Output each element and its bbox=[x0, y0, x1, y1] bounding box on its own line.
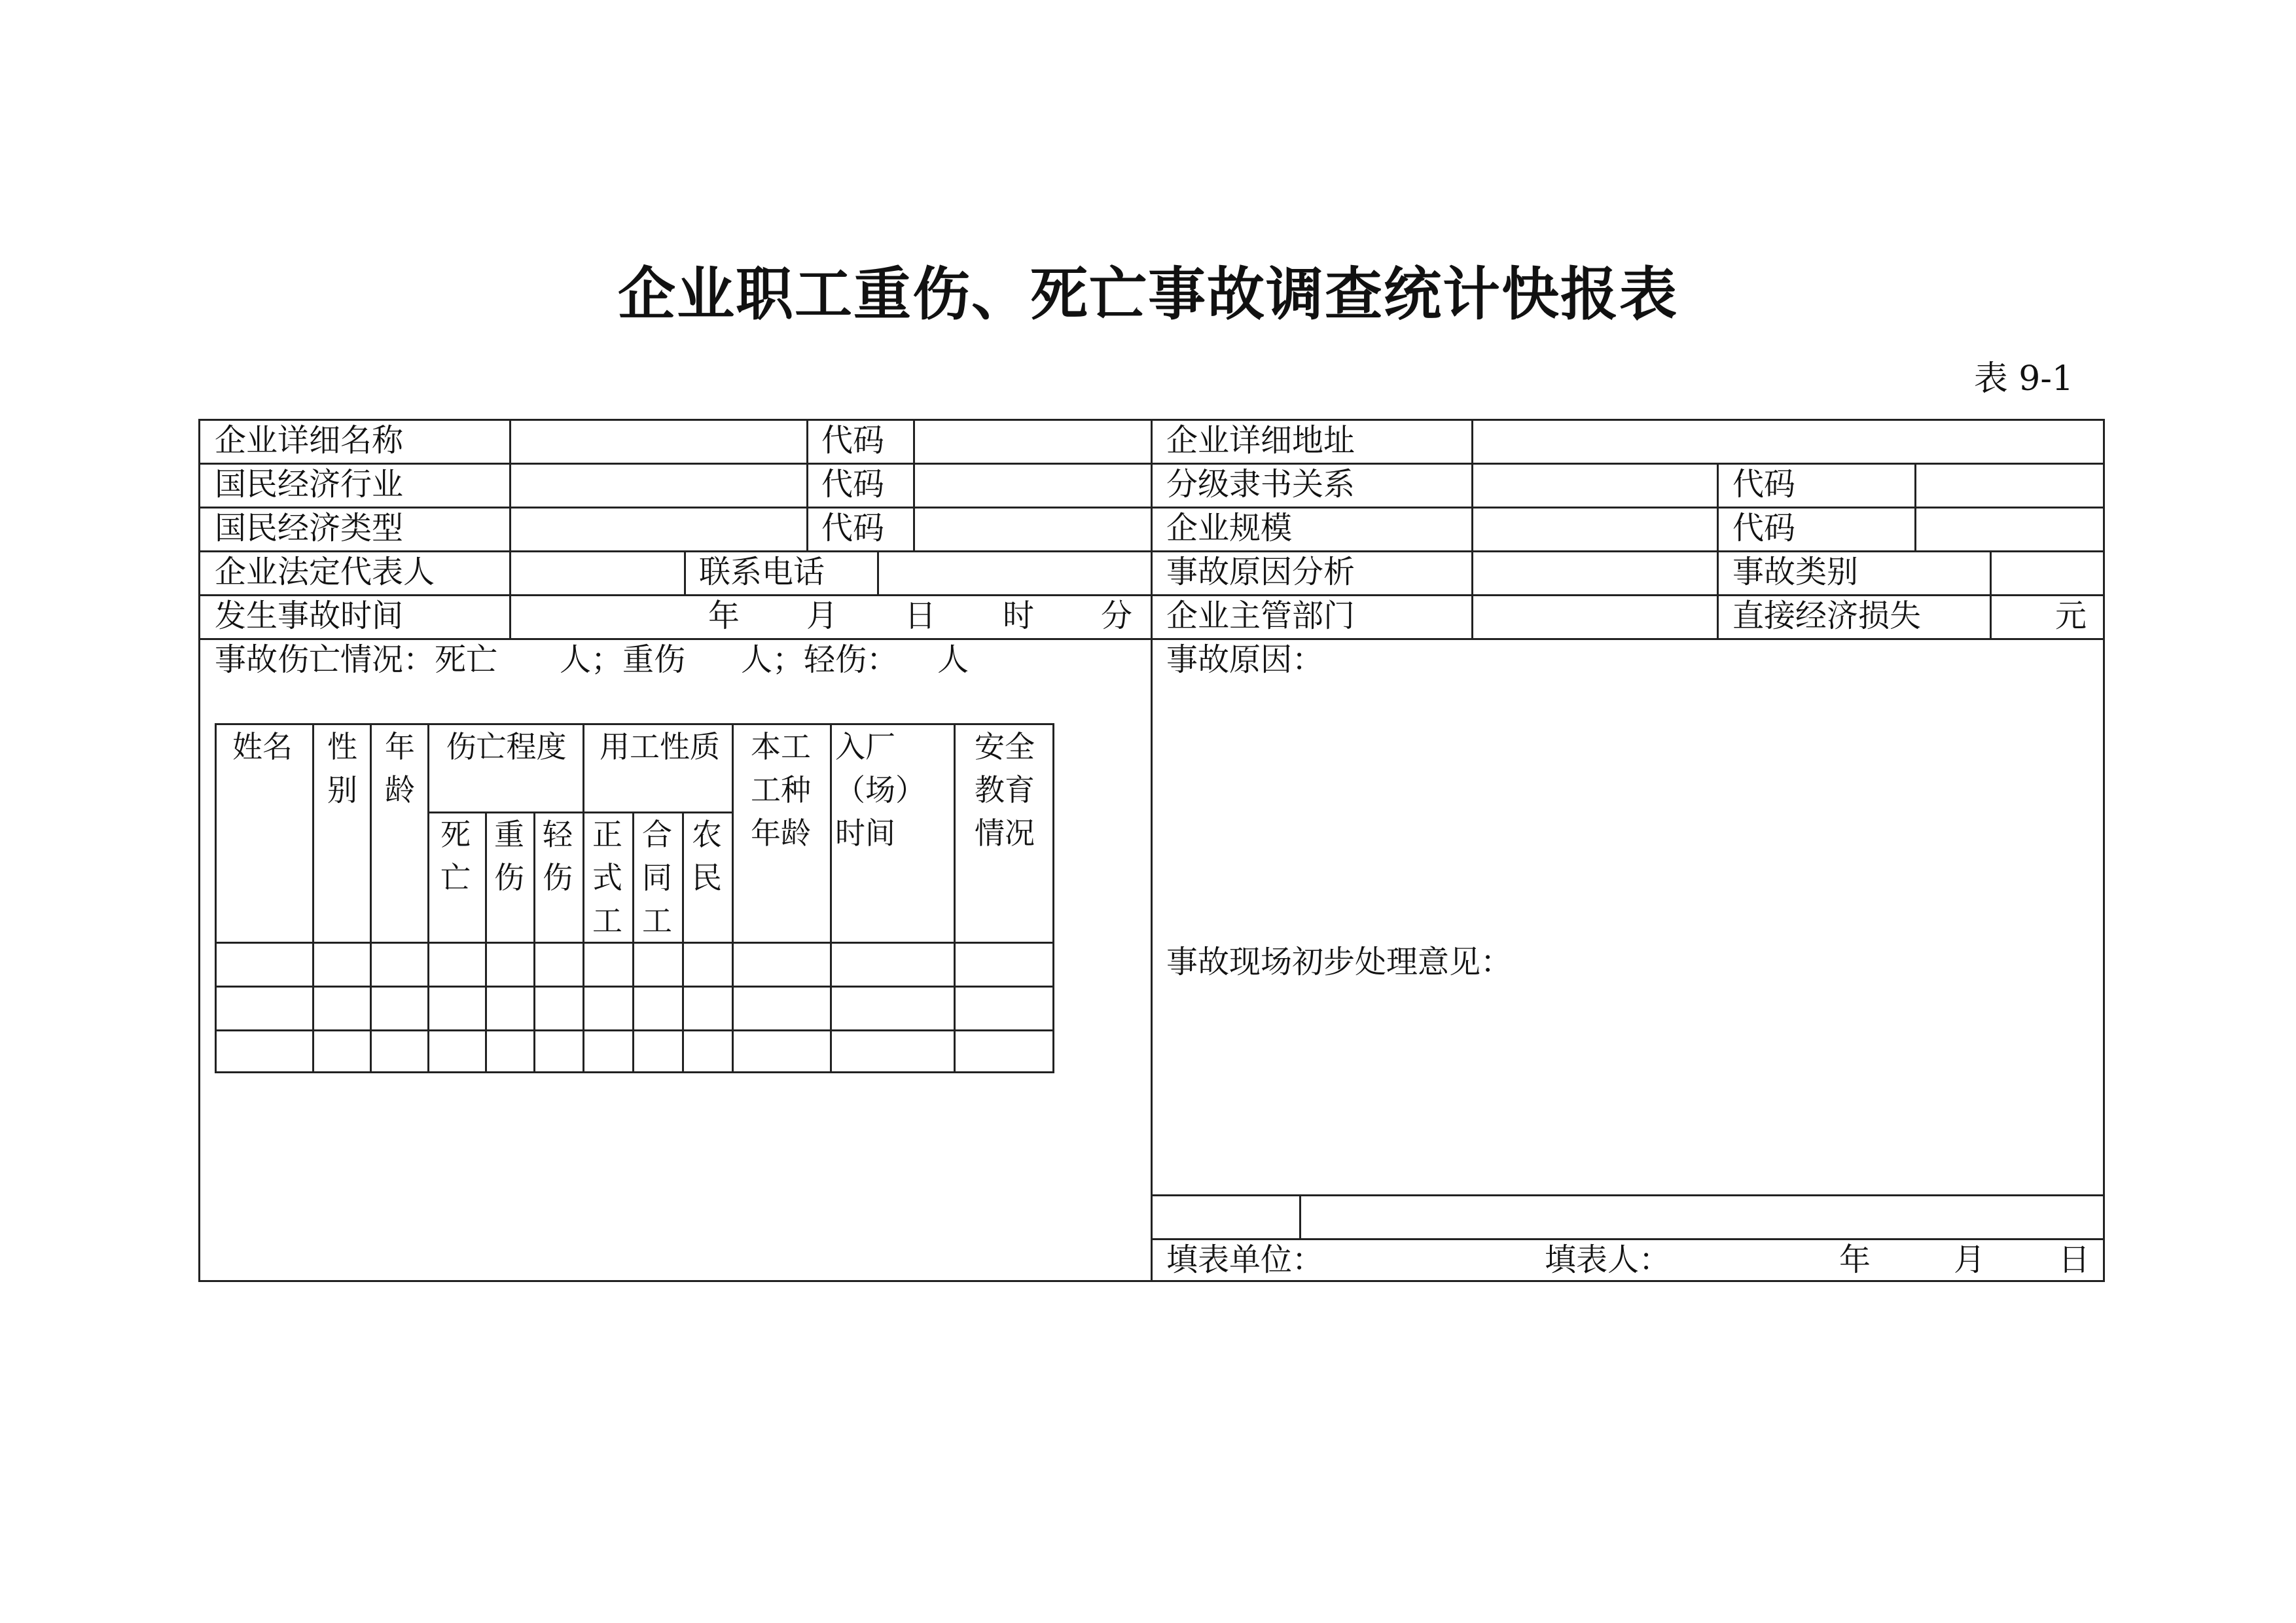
legal-representative-label: 企业法定代表人 bbox=[215, 554, 435, 590]
header-farmer: 农民 bbox=[692, 817, 722, 895]
header-seniority: 本工工种年龄 bbox=[751, 729, 811, 851]
enterprise-name-label: 企业详细名称 bbox=[215, 422, 404, 459]
col-divider bbox=[509, 419, 511, 638]
col-divider bbox=[1914, 463, 1916, 550]
code-label: 代码 bbox=[1732, 466, 1796, 503]
industry-label: 国民经济行业 bbox=[215, 466, 404, 503]
footer-year: 年 bbox=[1839, 1241, 1871, 1278]
form-title: 企业职工重伤、死亡事故调查统计快报表 bbox=[617, 260, 1678, 328]
direct-loss-label: 直接经济损失 bbox=[1732, 597, 1922, 634]
cause-analysis-label: 事故原因分析 bbox=[1166, 554, 1355, 590]
row-divider bbox=[1151, 1194, 2105, 1196]
casualty-minor: 人；轻伤： bbox=[741, 641, 899, 678]
col-divider bbox=[877, 550, 879, 594]
header-employment: 用工性质 bbox=[600, 729, 720, 764]
table-line bbox=[732, 723, 734, 1073]
table-line bbox=[682, 812, 684, 1073]
header-entry-time: 入厂（场）时间 bbox=[835, 729, 925, 851]
col-divider bbox=[1471, 419, 1473, 638]
header-age: 年龄 bbox=[385, 729, 415, 808]
table-line bbox=[830, 723, 832, 1073]
affiliation-label: 分级隶书关系 bbox=[1166, 466, 1355, 503]
code-label: 代码 bbox=[821, 422, 885, 459]
economy-type-label: 国民经济类型 bbox=[215, 510, 404, 546]
table-line bbox=[485, 812, 487, 1073]
casualty-serious: 人；重伤 bbox=[560, 641, 686, 678]
table-line bbox=[215, 1029, 1054, 1031]
code-label: 代码 bbox=[821, 510, 885, 546]
year-label: 年 bbox=[708, 597, 740, 634]
col-divider bbox=[684, 550, 686, 594]
header-contract: 合同工 bbox=[642, 817, 672, 938]
day-label: 日 bbox=[905, 597, 937, 634]
code-label: 代码 bbox=[821, 466, 885, 503]
col-divider bbox=[1717, 463, 1719, 638]
header-injury-degree: 伤亡程度 bbox=[446, 729, 567, 764]
table-line bbox=[215, 942, 1054, 944]
table-line bbox=[312, 723, 314, 1073]
col-divider bbox=[1299, 1194, 1301, 1238]
accident-cause-label: 事故原因： bbox=[1166, 641, 1324, 678]
table-line bbox=[427, 812, 732, 813]
header-minor: 轻伤 bbox=[543, 817, 573, 895]
casualty-prefix: 事故伤亡情况：死亡 bbox=[215, 641, 498, 678]
enterprise-address-label: 企业详细地址 bbox=[1166, 422, 1355, 459]
table-line bbox=[954, 723, 956, 1073]
header-death: 死亡 bbox=[440, 817, 471, 895]
enterprise-scale-label: 企业规模 bbox=[1166, 510, 1293, 546]
table-line bbox=[370, 723, 372, 1073]
table-line bbox=[427, 723, 429, 1073]
accident-time-label: 发生事故时间 bbox=[215, 597, 404, 634]
header-sex: 性别 bbox=[327, 729, 357, 808]
footer-month: 月 bbox=[1954, 1241, 1986, 1278]
yuan-unit: 元 bbox=[2055, 597, 2087, 634]
table-line bbox=[632, 812, 634, 1073]
header-serious: 重伤 bbox=[494, 817, 524, 895]
col-divider bbox=[1990, 550, 1992, 638]
month-label: 月 bbox=[806, 597, 838, 634]
table-line bbox=[583, 723, 584, 1073]
table-number: 表 9-1 bbox=[1973, 359, 2073, 399]
onsite-handling-label: 事故现场初步处理意见： bbox=[1166, 944, 1513, 980]
accident-category-label: 事故类别 bbox=[1732, 554, 1859, 590]
table-line bbox=[533, 812, 535, 1073]
code-label: 代码 bbox=[1732, 510, 1796, 546]
casualty-end: 人 bbox=[937, 641, 969, 678]
phone-label: 联系电话 bbox=[699, 554, 825, 590]
supervising-dept-label: 企业主管部门 bbox=[1166, 597, 1355, 634]
filling-unit-label: 填表单位： bbox=[1166, 1241, 1324, 1278]
header-name: 姓名 bbox=[232, 729, 293, 764]
header-safety-education: 安全教育情况 bbox=[975, 729, 1035, 851]
col-divider bbox=[1151, 419, 1153, 1282]
col-divider bbox=[806, 419, 808, 550]
filler-label: 填表人： bbox=[1545, 1241, 1671, 1278]
header-formal: 正式工 bbox=[592, 817, 622, 938]
hour-label: 时 bbox=[1003, 597, 1035, 634]
minute-label: 分 bbox=[1101, 597, 1133, 634]
table-line bbox=[215, 986, 1054, 988]
col-divider bbox=[913, 419, 915, 550]
footer-day: 日 bbox=[2058, 1241, 2090, 1278]
